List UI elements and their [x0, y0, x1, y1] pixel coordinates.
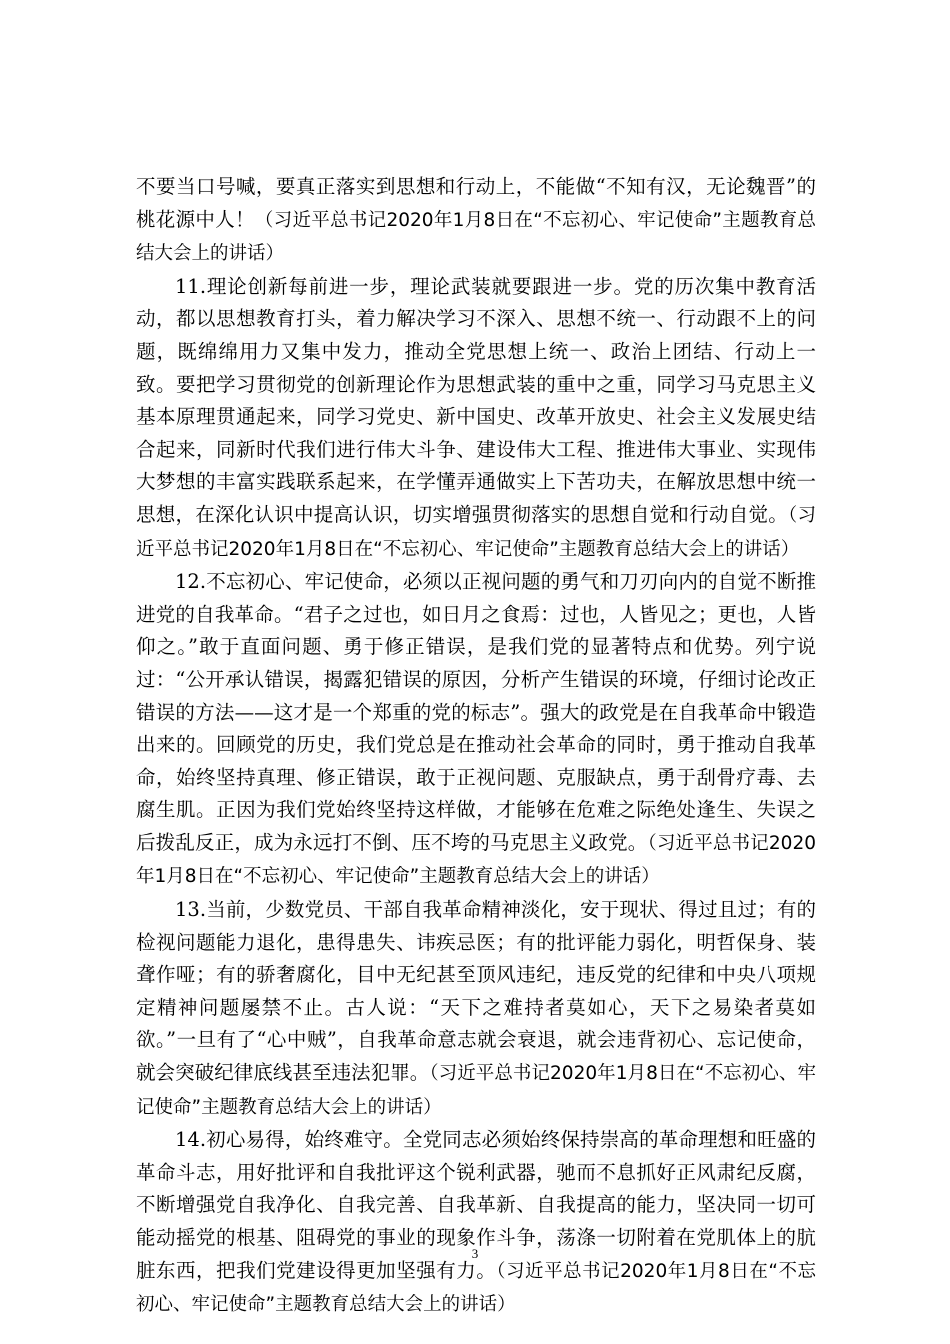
paragraph-continuation	[136, 171, 816, 271]
page-number: 3	[471, 1246, 479, 1261]
paragraph-11	[136, 271, 816, 566]
paragraph-12	[136, 566, 816, 894]
paragraph-citation: （习近平总书记2020年1月8日在“不忘初心、牢记使命”主题教育总结大会上的讲话）	[136, 504, 816, 560]
paragraph-13	[136, 894, 816, 1124]
paragraph-body: 14.初心易得，始终难守。全党同志必须始终保持崇高的革命理想和旺盛的革命斗志，用好批评和自我批评这个锐利武器，驰而不息抓好正风肃纪反腐，不断增强党自我净化、自我完善、自我革新、自我提高的能力，坚决同一切可能动摇党的根基、阻碍党的事业的现象作斗争，荡涤一切附着在党肌体上的肮脏东西，把我们党建设得更加坚强有力。	[136, 1128, 816, 1282]
paragraph-citation: （习近平总书记2020年1月8日在“不忘初心、牢记使命”主题教育总结大会上的讲话）	[136, 1063, 816, 1118]
paragraph-citation: （习近平总书记2020年1月8日在“不忘初心、牢记使命”主题教育总结大会上的讲话）	[136, 1260, 816, 1316]
paragraph-body: 11.理论创新每前进一步，理论武装就要跟进一步。党的历次集中教育活动，都以思想教育打头，着力解决学习不深入、思想不统一、行动跟不上的问题，既绵绵用力又集中发力，推动全党思想上统一、政治上团结、行动上一致。要把学习贯彻党的创新理论作为思想武装的重中之重，同学习马克思主义基本原理贯通起来，同学习党史、新中国史、改革开放史、社会主义发展史结合起来，同新时代我们进行伟大斗争、建设伟大工程、推进伟大事业、实现伟大梦想的丰富实践联系起来，在学懂弄通做实上下苦功夫，在解放思想中统一思想，在深化认识中提高认识，切实增强贯彻落实的思想自觉和行动自觉。	[136, 274, 816, 526]
paragraph-body: 12.不忘初心、牢记使命，必须以正视问题的勇气和刀刃向内的自觉不断推进党的自我革命。“君子之过也，如日月之食焉：过也，人皆见之；更也，人皆仰之。”敢于直面问题、勇于修正错误，是我们党的显著特点和优势。列宁说过：“公开承认错误，揭露犯错误的原因，分析产生错误的环境，仔细讨论改正错误的方法——这才是一个郑重的党的标志”。强大的政党是在自我革命中锻造出来的。回顾党的历史，我们党总是在推动社会革命的同时，勇于推动自我革命，始终坚持真理、修正错误，敢于正视问题、克服缺点，勇于刮骨疗毒、去腐生肌。正因为我们党始终坚持这样做，才能够在危难之际绝处逢生、失误之后拨乱反正，成为永远打不倒、压不垮的马克思主义政党。	[136, 570, 816, 854]
paragraph-body: 不要当口号喊，要真正落实到思想和行动上，不能做“不知有汉，无论魏晋”的桃花源中人！	[136, 175, 816, 231]
paragraph-citation: （习近平总书记2020年1月8日在“不忘初心、牢记使命”主题教育总结大会上的讲话）	[136, 832, 816, 888]
body-text	[136, 171, 816, 1322]
paragraph-14	[136, 1124, 816, 1322]
paragraph-body: 13.当前，少数党员、干部自我革命精神淡化，安于现状、得过且过；有的检视问题能力退化，患得患失、讳疾忌医；有的批评能力弱化，明哲保身、装聋作哑；有的骄奢腐化，目中无纪甚至顶风违纪，违反党的纪律和中央八项规定精神问题屡禁不止。古人说：“天下之难持者莫如心，天下之易染者莫如欲。”一旦有了“心中贼”，自我革命意志就会衰退，就会违背初心、忘记使命，就会突破纪律底线甚至违法犯罪。	[136, 898, 816, 1085]
paragraph-citation: （习近平总书记2020年1月8日在“不忘初心、牢记使命”主题教育总结大会上的讲话）	[136, 209, 816, 265]
